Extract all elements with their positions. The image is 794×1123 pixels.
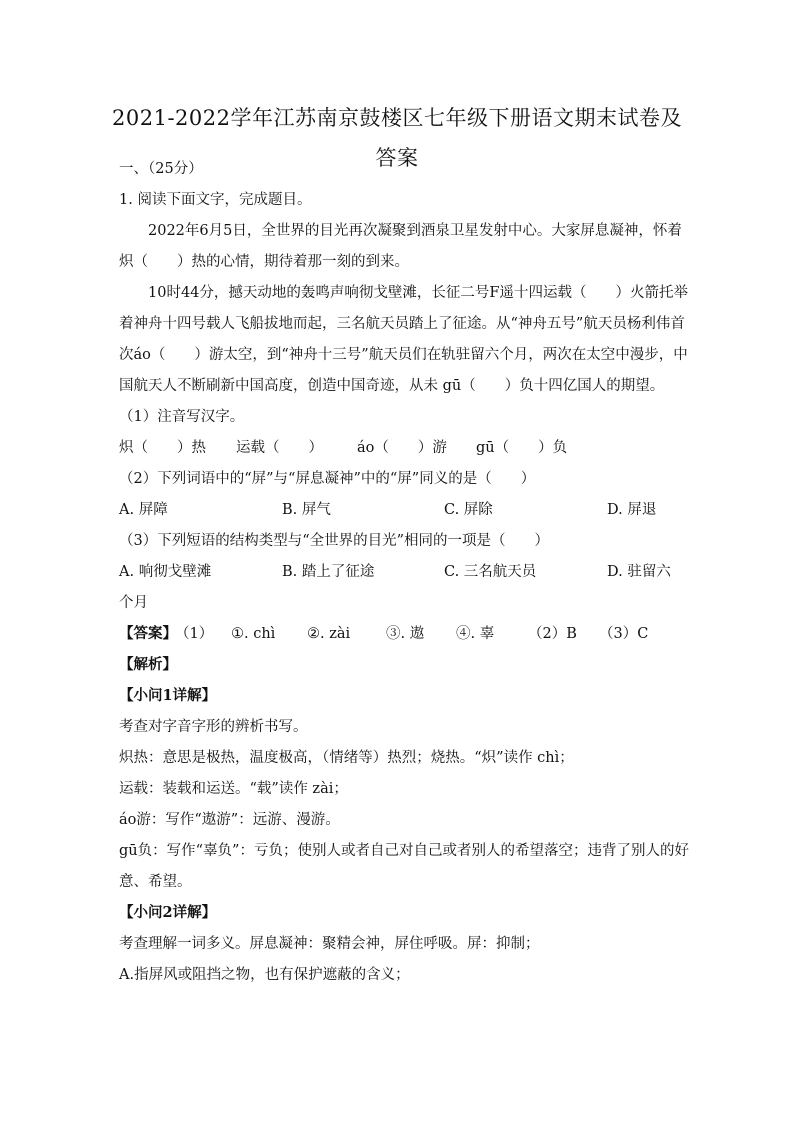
option-b: B. 屏气 — [282, 502, 331, 518]
option-a: A. 屏障 — [119, 502, 168, 518]
answer-part: （3）C — [599, 626, 649, 642]
passage-p2-line1: 10时44分，撼天动地的轰鸣声响彻戈壁滩，长征二号F遥十四运载（ ）火箭托举 — [148, 285, 688, 301]
answer-part: （2）B — [528, 626, 577, 642]
pinyin-item: áo（ ）游 — [357, 440, 447, 456]
pinyin-item: gū（ ）负 — [476, 440, 568, 456]
option-c: C. 三名航天员 — [444, 564, 537, 580]
option-c: C. 屏除 — [444, 502, 493, 518]
passage-p2-line4: 国航天人不断刷新中国高度，创造中国奇迹，从未 gū（ ）负十四亿国人的期望。 — [119, 378, 665, 394]
answer-part: ①. chì — [231, 626, 276, 642]
option-b: B. 踏上了征途 — [282, 564, 375, 580]
sub-question-1-label: （1）注音写汉字。 — [119, 409, 245, 425]
analysis-tag: 【解析】 — [119, 656, 177, 673]
detail-1-line: 炽热：意思是极热，温度极高，（情绪等）热烈；烧热。“炽”读作 chì； — [119, 750, 574, 766]
pinyin-item: 运载（ ） — [236, 440, 323, 456]
detail-2-line: 考查理解一词多义。屏息凝神：聚精会神，屏住呼吸。屏：抑制； — [119, 936, 540, 952]
passage-p1-line1: 2022年6月5日，全世界的目光再次凝聚到酒泉卫星发射中心。大家屏息凝神，怀着 — [148, 223, 682, 239]
option-d-wrap: 个月 — [119, 595, 148, 611]
passage-p2-line3: 次áo（ ）游太空，到“神舟十三号”航天员们在轨驻留六个月，两次在太空中漫步，中 — [119, 347, 688, 363]
sub-question-3-label: （3）下列短语的结构类型与“全世界的目光”相同的一项是（ ） — [119, 533, 550, 549]
passage-p1-line2: 炽（ ）热的心情，期待着那一刻的到来。 — [119, 254, 409, 270]
option-a: A. 响彻戈壁滩 — [119, 564, 212, 580]
detail-1-line: áo游：写作“遨游”：远游、漫游。 — [119, 812, 340, 828]
document-title-line2: 答案 — [375, 146, 419, 170]
answer-part: ④. 辜 — [456, 626, 495, 642]
passage-p2-line2: 着神舟十四号载人飞船拔地而起，三名航天员踏上了征途。从“神舟五号”航天员杨利伟首 — [119, 316, 685, 332]
detail-1-line: 考查对字音字形的辨析书写。 — [119, 719, 308, 735]
answer-part: ②. zài — [307, 626, 351, 642]
question-1-intro: 1. 阅读下面文字，完成题目。 — [119, 192, 312, 208]
option-d: D. 屏退 — [607, 502, 657, 518]
option-d: D. 驻留六 — [607, 564, 671, 580]
answer-part: ③. 遨 — [386, 626, 425, 642]
section-heading: 一、（25分） — [119, 161, 203, 177]
document-title-line1: 2021-2022学年江苏南京鼓楼区七年级下册语文期末试卷及 — [112, 106, 682, 130]
detail-1-line: gū负：写作“辜负”：亏负；使别人或者自己对自己或者别人的希望落空；违背了别人的好 — [119, 843, 689, 859]
answer-tag: 【答案】 — [119, 625, 177, 642]
detail-1-line: 意、希望。 — [119, 874, 192, 890]
detail-2-line: A.指屏风或阻挡之物，也有保护遮蔽的含义； — [119, 967, 410, 983]
detail-2-tag: 【小问2详解】 — [119, 904, 217, 921]
pinyin-item: 炽（ ）热 — [119, 440, 206, 456]
detail-1-line: 运载：装载和运送。“载”读作 zài； — [119, 781, 348, 797]
detail-1-tag: 【小问1详解】 — [119, 687, 217, 704]
sub-question-2-label: （2）下列词语中的“屏”与“屏息凝神”中的“屏”同义的是（ ） — [119, 471, 536, 487]
answer-part: （1） — [175, 626, 214, 642]
